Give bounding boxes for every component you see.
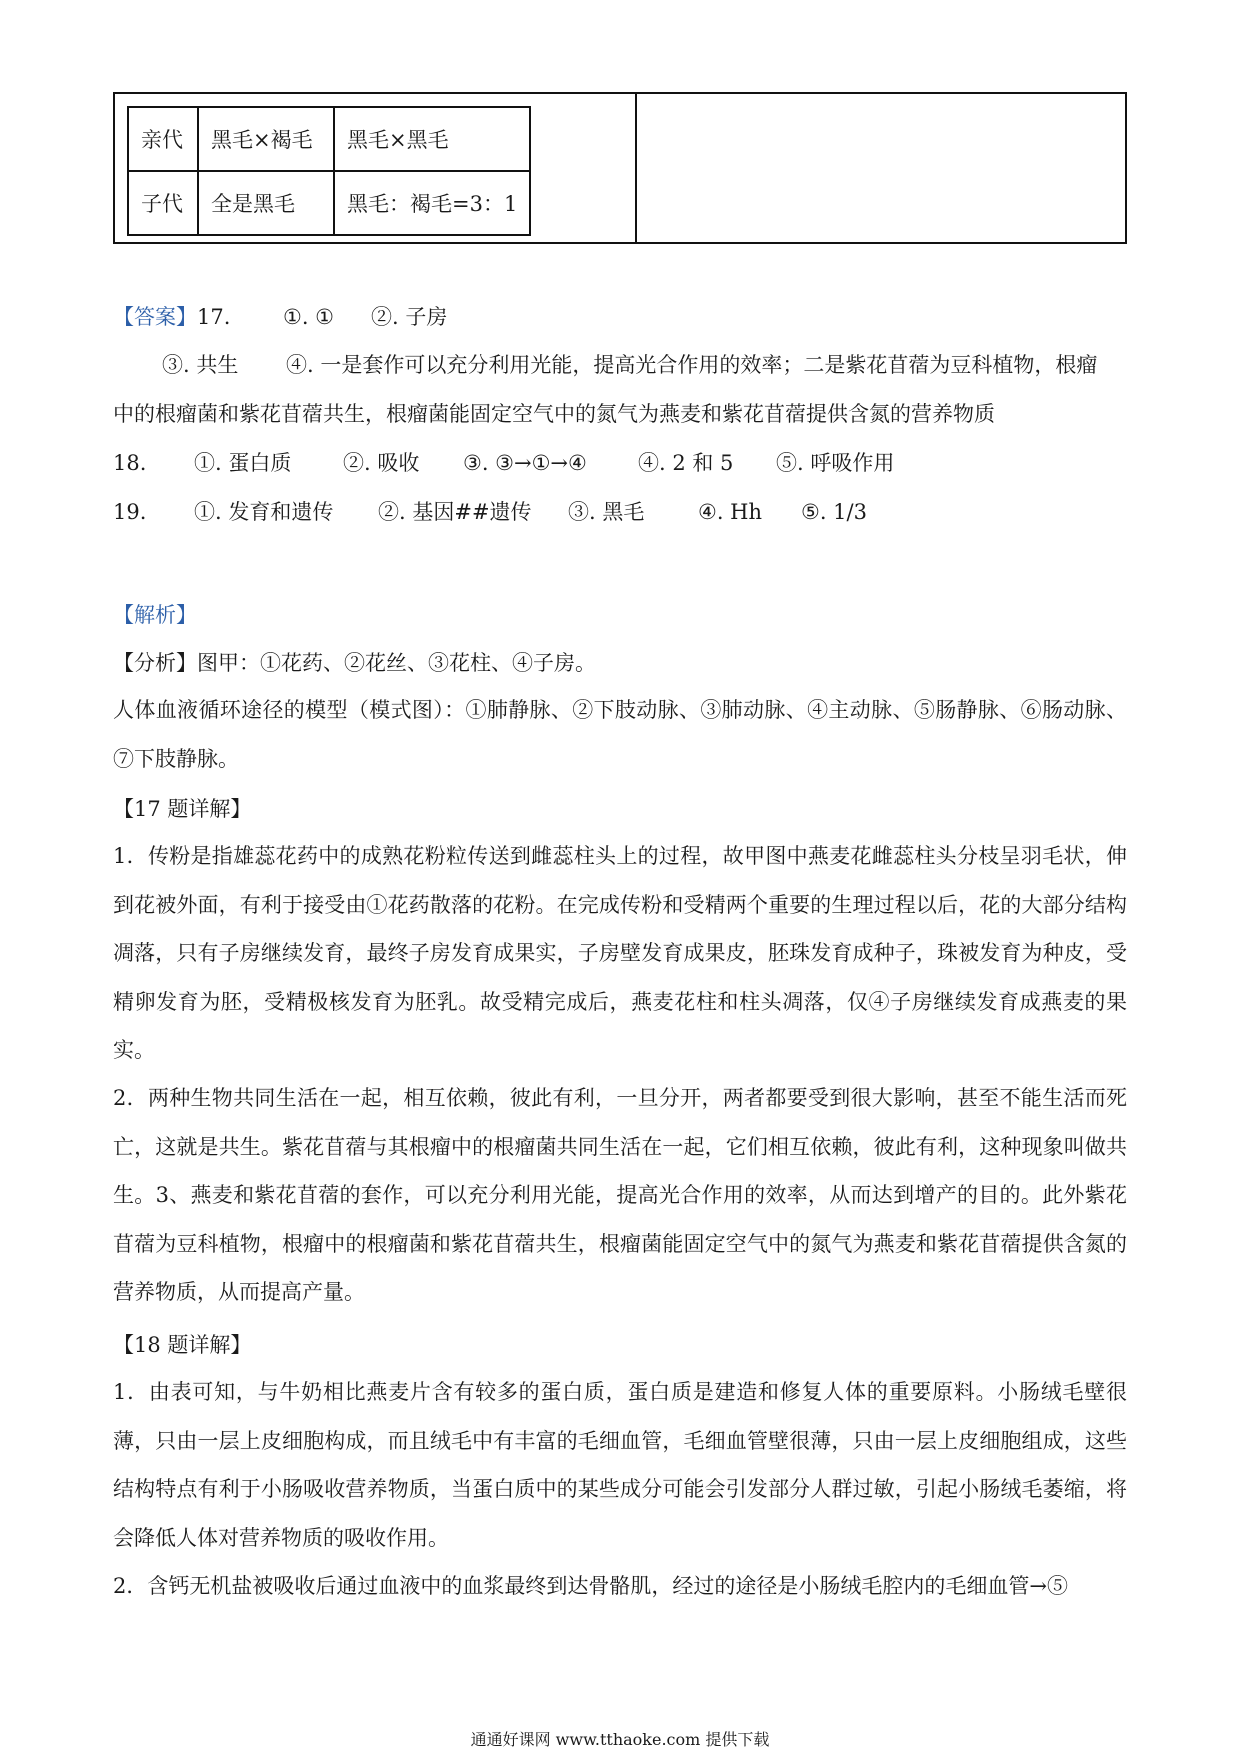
answer-q17-line xyxy=(113,302,1127,332)
q18-number: 18. xyxy=(113,451,147,475)
table-cell: 黑毛×黑毛 xyxy=(334,107,530,171)
q19-a2: ②. 基因##遗传 xyxy=(378,500,532,524)
table-row xyxy=(128,171,530,235)
outer-table xyxy=(113,92,1127,244)
analysis-fenxi: 【分析】图甲：①花药、②花丝、③花柱、④子房。 xyxy=(113,651,596,675)
answer-tag: 【答案】 xyxy=(113,305,197,329)
q17-a4-continued: 中的根瘤菌和紫花苜蓿共生，根瘤菌能固定空气中的氮气为燕麦和紫花苜蓿提供含氮的营养物质 xyxy=(113,402,995,426)
paragraph-q17-2: 2．两种生物共同生活在一起，相互依赖，彼此有利，一旦分开，两者都要受到很大影响，甚至不能生活而死亡，这就是共生。紫花苜蓿与其根瘤中的根瘤菌共同生活在一起，它们相互依赖，彼此有利，这种现象叫做共生。3、燕麦和紫花苜蓿的套作，可以充分利用光能，提高光合作用的效率，从而达到增产的目的。此外紫花苜蓿为豆科植物，根瘤中的根瘤菌和紫花苜蓿共生，根瘤菌能固定空气中的氮气为燕麦和紫花苜蓿提供含氮的营养物质，从而提高产量。 xyxy=(113,1086,1127,1304)
q18-a2: ②. 吸收 xyxy=(343,451,420,475)
paragraph-q18-1: 1．由表可知，与牛奶相比燕麦片含有较多的蛋白质，蛋白质是建造和修复人体的重要原料。小肠绒毛壁很薄，只由一层上皮细胞构成，而且绒毛中有丰富的毛细血管，毛细血管壁很薄，只由一层上皮细胞组成，这些结构特点有利于小肠吸收营养物质，当蛋白质中的某些成分可能会引发部分人群过敏，引起小肠绒毛萎缩，将会降低人体对营养物质的吸收作用。 xyxy=(113,1380,1127,1550)
q18-a5: ⑤. 呼吸作用 xyxy=(776,451,895,475)
heading-q17: 【17 题详解】 xyxy=(113,797,252,821)
q18-a4: ④. 2 和 5 xyxy=(638,451,734,475)
paragraph-q18-2: 2．含钙无机盐被吸收后通过血液中的血浆最终到达骨骼肌，经过的途径是小肠绒毛腔内的毛细血管→⑤ xyxy=(113,1574,1068,1598)
page-footer: 通通好课网 www.tthaoke.com 提供下载 xyxy=(470,1730,770,1749)
q18-a3: ③. ③→①→④ xyxy=(463,451,587,475)
q17-a2: ②. 子房 xyxy=(371,305,448,329)
table-row xyxy=(128,107,530,171)
table-cell: 全是黑毛 xyxy=(198,171,334,235)
q18-a1: ①. 蛋白质 xyxy=(194,451,292,475)
heading-q18: 【18 题详解】 xyxy=(113,1333,252,1357)
q17-a3: ③. 共生 xyxy=(162,353,239,377)
answer-q18-line xyxy=(113,448,1127,478)
paragraph-q17-1: 1．传粉是指雄蕊花药中的成熟花粉粒传送到雌蕊柱头上的过程，故甲图中燕麦花雌蕊柱头分枝呈羽毛状，伸到花被外面，有利于接受由①花药散落的花粉。在完成传粉和受精两个重要的生理过程以后，花的大部分结构凋落，只有子房继续发育，最终子房发育成果实，子房壁发育成果皮，胚珠发育成种子，珠被发育为种皮，受精卵发育为胚，受精极核发育为胚乳。故受精完成后，燕麦花柱和柱头凋落，仅④子房继续发育成燕麦的果实。 xyxy=(113,844,1127,1062)
table-cell: 黑毛：褐毛=3：1 xyxy=(334,171,530,235)
table-cell: 亲代 xyxy=(128,107,198,171)
answer-q19-line xyxy=(113,497,1127,527)
q17-a1: ①. ① xyxy=(283,305,335,329)
q19-a3: ③. 黑毛 xyxy=(568,500,645,524)
q19-a4: ④. Hh xyxy=(698,500,763,524)
inheritance-table xyxy=(127,106,531,236)
q19-a5: ⑤. 1/3 xyxy=(801,500,867,524)
q19-number: 19. xyxy=(113,500,147,524)
table-cell: 黑毛×褐毛 xyxy=(198,107,334,171)
table-divider xyxy=(635,94,637,242)
q17-number: 17. xyxy=(197,305,231,329)
analysis-model: 人体血液循环途径的模型（模式图）：①肺静脉、②下肢动脉、③肺动脉、④主动脉、⑤肠静脉、⑥肠动脉、⑦下肢静脉。 xyxy=(113,698,1127,771)
table-cell: 子代 xyxy=(128,171,198,235)
answer-q17-line2 xyxy=(162,350,1128,380)
q19-a1: ①. 发育和遗传 xyxy=(194,500,334,524)
q17-a4: ④. 一是套作可以充分利用光能，提高光合作用的效率；二是紫花苜蓿为豆科植物，根瘤 xyxy=(286,353,1098,377)
analysis-tag: 【解析】 xyxy=(113,603,197,627)
